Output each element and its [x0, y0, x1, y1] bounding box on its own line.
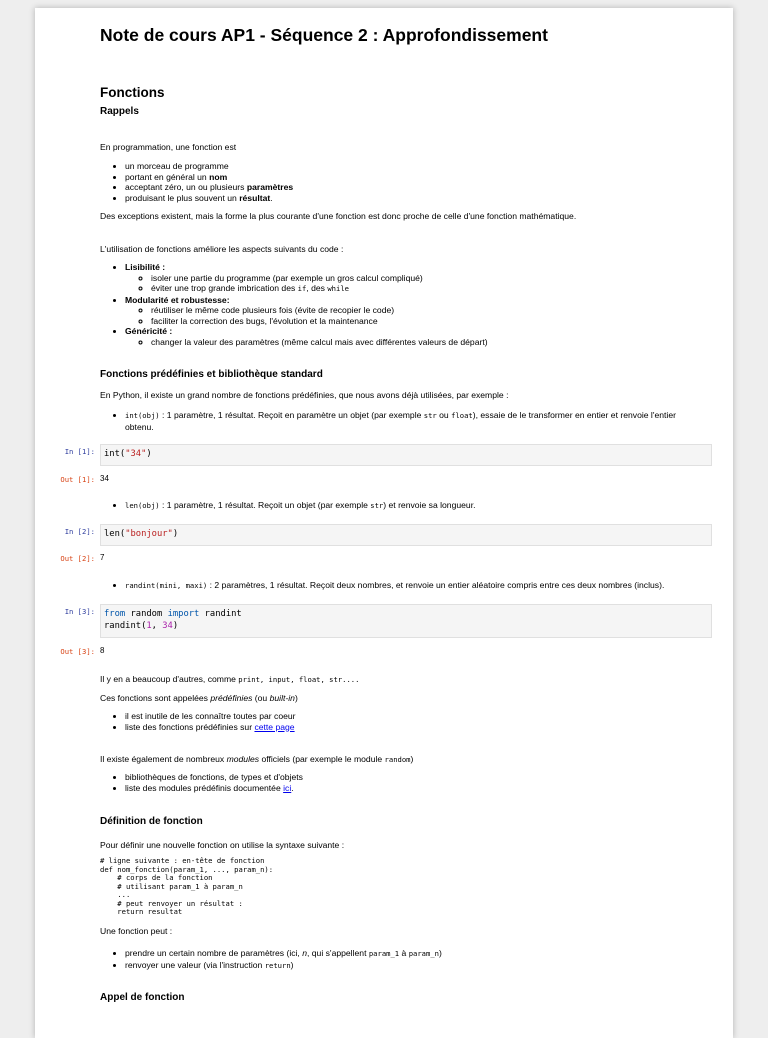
page-title: Note de cours AP1 - Séquence 2 : Approfondissement	[100, 25, 548, 45]
inline-code: float	[451, 411, 473, 420]
code-keyword: from	[104, 609, 126, 619]
output-prompt: Out [1]:	[60, 475, 95, 484]
list-int	[100, 410, 676, 432]
item-text: réutiliser le même code plusieurs fois (évite de recopier le code)	[151, 305, 395, 315]
item-text: liste des modules prédéfinis documentée	[125, 782, 284, 793]
output-prompt: Out [3]:	[60, 647, 95, 656]
builtins-link[interactable]: cette page	[254, 721, 295, 732]
inline-code: param_n	[408, 949, 439, 958]
output-value: 34	[100, 474, 109, 483]
text: Ces fonctions sont appelées	[100, 693, 211, 703]
item-text: , qui s'appellent	[307, 948, 369, 958]
input-prompt: In [3]:	[64, 607, 95, 616]
text: officiels (par exemple le module	[259, 754, 385, 764]
inline-code: while	[327, 284, 349, 293]
inline-code: print, input, float, str....	[238, 675, 360, 684]
list-item	[125, 783, 303, 794]
text: Il y en a beaucoup d'autres, comme	[100, 674, 239, 684]
input-prompt: In [2]:	[64, 527, 95, 536]
code-number: 34	[162, 621, 173, 631]
inline-code: if	[297, 284, 307, 293]
code-token: randint(	[104, 621, 147, 631]
list-item	[151, 283, 488, 295]
list-item	[125, 711, 296, 722]
list-definition	[100, 161, 293, 203]
item-text: ou	[436, 410, 452, 420]
list-peut	[100, 948, 442, 971]
item-text: ), essaie de le transformer en entier et renvoie l'entier	[472, 410, 676, 420]
code-cell-3[interactable]	[100, 604, 712, 638]
item-text: )	[290, 959, 294, 970]
emphasis: modules	[226, 754, 260, 764]
list-item	[125, 193, 293, 204]
item-text: à	[399, 948, 409, 958]
code-keyword: import	[167, 609, 200, 619]
sublist	[125, 273, 488, 295]
paragraph-definition-intro: Pour définir une nouvelle fonction on utilise la syntaxe suivante :	[100, 840, 345, 850]
list-item	[151, 305, 488, 316]
item-text: obtenu.	[125, 421, 154, 432]
code-token: len(	[104, 529, 126, 539]
item-bold: Généricité :	[125, 326, 173, 336]
heading-definition: Définition de fonction	[100, 816, 203, 827]
list-item	[125, 295, 488, 327]
list-item	[125, 960, 442, 972]
paragraph-utilisation: L'utilisation de fonctions améliore les aspects suivants du code :	[100, 244, 344, 254]
list-item	[125, 172, 293, 183]
list-item	[125, 410, 676, 432]
item-text: éviter une trop grande imbrication des	[151, 283, 298, 293]
inline-code: randint(mini, maxi)	[125, 581, 208, 590]
notebook-page	[35, 8, 733, 1038]
inline-code: return	[264, 960, 291, 970]
list-item	[125, 948, 442, 960]
code-block-syntax: # ligne suivante : en-tête de fonction def nom_fonction(param_1, ..., param_n): # corps de la fonction # utilisant param_1 à param_n ... # peut renvoyer un résultat : return resultat	[100, 856, 274, 916]
item-text: .	[270, 192, 273, 203]
list-builtins	[100, 711, 296, 732]
item-text: prendre un certain nombre de paramètres (ici,	[125, 948, 303, 958]
text: (ou	[252, 693, 270, 703]
heading-predefinies: Fonctions prédéfinies et bibliothèque standard	[100, 369, 323, 380]
inline-code: param_1	[368, 949, 400, 958]
input-prompt: In [1]:	[64, 447, 95, 456]
item-text: un morceau de programme	[125, 161, 229, 171]
item-bold: résultat	[239, 192, 271, 203]
item-bold: Modularité et robustesse:	[125, 294, 230, 305]
list-modules	[100, 772, 303, 793]
item-text: bibliothèques de fonctions, de types et d'objets	[125, 772, 303, 782]
code-token: )	[172, 621, 179, 631]
code-string: "bonjour"	[125, 529, 173, 539]
list-item	[151, 273, 488, 284]
item-bold: nom	[209, 171, 228, 182]
code-cell-1[interactable]	[100, 444, 712, 466]
inline-code: str	[423, 411, 437, 420]
paragraph-intro: En programmation, une fonction est	[100, 142, 237, 152]
item-text: .	[291, 782, 294, 793]
inline-code: len(obj)	[125, 501, 160, 510]
inline-code: int(obj)	[125, 411, 160, 420]
emphasis: prédéfinies	[210, 693, 253, 703]
list-item	[125, 772, 303, 783]
inline-code: str	[370, 501, 384, 510]
paragraph-autres	[100, 674, 359, 686]
item-text: ) et renvoie sa longueur.	[383, 500, 476, 510]
item-bold: paramètres	[246, 182, 294, 192]
sublist	[125, 337, 488, 348]
list-item	[125, 326, 488, 347]
item-text: il est inutile de les connaître toutes par coeur	[125, 711, 296, 721]
section-heading-fonctions: Fonctions	[100, 85, 165, 100]
item-text: isoler une partie du programme (par exemple un gros calcul compliqué)	[151, 272, 423, 283]
item-text: : 2 paramètres, 1 résultat. Reçoit deux nombres, et renvoie un entier aléatoire compris entre ces deux nombres (inclus).	[207, 580, 665, 590]
list-aspects	[100, 262, 488, 347]
paragraph-peut: Une fonction peut :	[100, 926, 173, 936]
emphasis: built-in	[269, 693, 295, 703]
text: )	[294, 693, 298, 703]
paragraph-appelees	[100, 693, 298, 704]
item-text: : 1 paramètre, 1 résultat. Reçoit un objet (par exemple	[159, 500, 371, 510]
code-token: randint	[199, 609, 242, 619]
output-value: 7	[100, 553, 105, 562]
list-item	[125, 722, 296, 733]
text: )	[410, 754, 414, 764]
item-text: acceptant zéro, un ou plusieurs	[125, 182, 247, 192]
item-text: changer la valeur des paramètres (même calcul mais avec différentes valeurs de départ)	[151, 336, 488, 347]
list-item	[151, 316, 488, 327]
code-token: ,	[151, 621, 163, 631]
sublist	[125, 305, 488, 326]
modules-link[interactable]: ici	[283, 782, 292, 793]
item-text: , des	[306, 283, 328, 293]
output-prompt: Out [2]:	[60, 554, 95, 563]
code-token: int(	[104, 449, 126, 459]
item-text: faciliter la correction des bugs, l'évolution et la maintenance	[151, 315, 378, 326]
item-text: : 1 paramètre, 1 résultat. Reçoit en paramètre un objet (par exemple	[159, 410, 424, 420]
output-value: 8	[100, 646, 105, 655]
code-number: 1	[146, 621, 152, 631]
code-token: )	[172, 529, 179, 539]
code-token: random	[125, 609, 168, 619]
text: Il existe également de nombreux	[100, 754, 227, 764]
item-text: liste des fonctions prédéfinies sur	[125, 721, 255, 732]
item-text: )	[439, 948, 442, 958]
inline-code: random	[384, 755, 411, 764]
heading-rappels: Rappels	[100, 106, 139, 117]
item-text: portant en général un	[125, 171, 210, 182]
list-item	[125, 262, 488, 295]
paragraph-predef-intro: En Python, il existe un grand nombre de fonctions prédéfinies, que nous avons déjà utilisées, par exemple :	[100, 390, 509, 400]
list-item	[125, 161, 293, 172]
list-item	[125, 580, 664, 592]
paragraph-modules	[100, 754, 413, 766]
list-len	[100, 500, 475, 512]
emphasis: n	[302, 948, 307, 958]
code-token: )	[146, 449, 152, 459]
item-text: produisant le plus souvent un	[125, 192, 240, 203]
code-cell-2[interactable]	[100, 524, 712, 546]
list-item	[125, 182, 293, 193]
list-item	[125, 500, 475, 512]
paragraph-exceptions: Des exceptions existent, mais la forme la plus courante d'une fonction est donc proche de celle d'une fonction mathématique.	[100, 211, 577, 221]
code-string: "34"	[125, 449, 147, 459]
item-bold: Lisibilité :	[125, 262, 166, 272]
list-randint	[100, 580, 664, 592]
item-text: renvoyer une valeur (via l'instruction	[125, 959, 265, 970]
list-item	[151, 337, 488, 348]
heading-appel: Appel de fonction	[100, 992, 185, 1003]
